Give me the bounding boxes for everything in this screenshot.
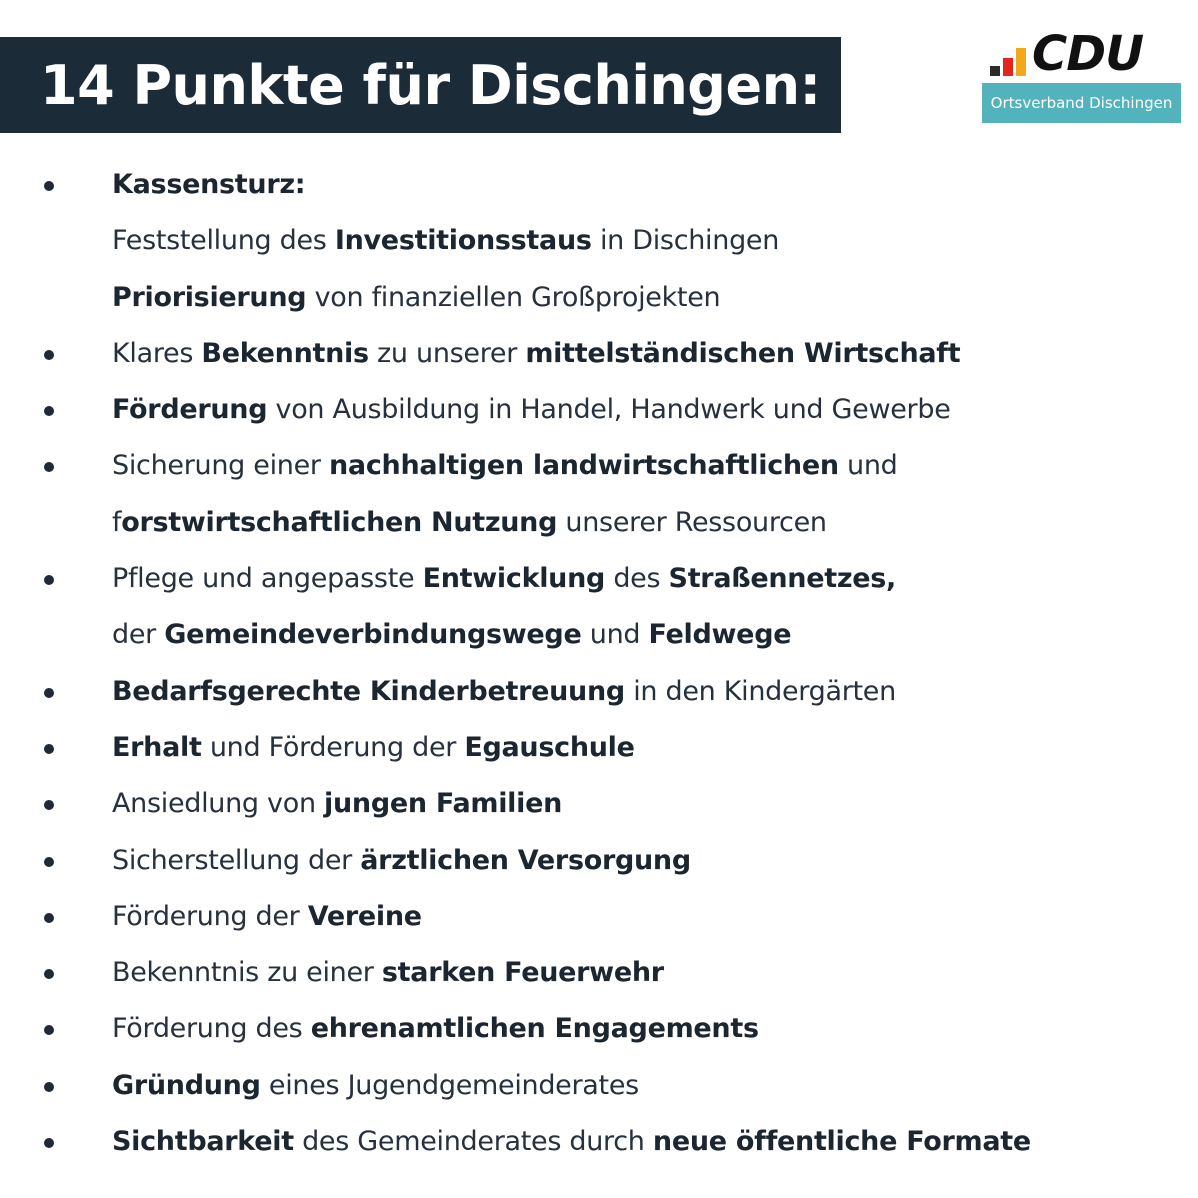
list-item bbox=[0, 833, 1198, 889]
list-item bbox=[0, 382, 1198, 438]
bullet-icon bbox=[44, 913, 54, 923]
emphasis-text: Investitionsstaus bbox=[334, 225, 592, 257]
list-item bbox=[0, 157, 1198, 213]
bullet-icon bbox=[44, 406, 54, 416]
plain-text: unserer Ressourcen bbox=[557, 506, 827, 538]
bullet-icon bbox=[44, 744, 54, 754]
list-item bbox=[0, 438, 1198, 494]
emphasis-text: Bedarfsgerechte Kinderbetreuung bbox=[112, 675, 625, 707]
emphasis-text: Gemeindeverbindungswege bbox=[164, 619, 582, 651]
page-title: 14 Punkte für Dischingen: bbox=[40, 53, 821, 117]
list-item-text bbox=[112, 326, 960, 382]
list-item bbox=[0, 1058, 1198, 1114]
emphasis-text: neue öffentliche Formate bbox=[652, 1126, 1031, 1158]
list-item bbox=[0, 889, 1198, 945]
logo-bar-black bbox=[990, 66, 1000, 76]
bullet-icon bbox=[44, 857, 54, 867]
emphasis-text: Entwicklung bbox=[422, 563, 606, 595]
plain-text: Klares bbox=[112, 337, 202, 369]
emphasis-text: Bekenntnis bbox=[201, 337, 369, 369]
title-banner bbox=[0, 37, 841, 133]
list-item-text bbox=[112, 776, 562, 832]
list-item-text bbox=[112, 720, 635, 776]
bullet-icon bbox=[44, 1082, 54, 1092]
plain-text: f bbox=[112, 506, 122, 538]
emphasis-text: Gründung bbox=[112, 1069, 261, 1101]
list-item bbox=[0, 213, 1198, 269]
bullet-icon bbox=[44, 462, 54, 472]
plain-text: Pflege und angepasste bbox=[112, 563, 423, 595]
logo-subtitle: Ortsverband Dischingen bbox=[982, 83, 1181, 123]
list-item bbox=[0, 945, 1198, 1001]
list-item bbox=[0, 1001, 1198, 1057]
bullet-icon bbox=[44, 688, 54, 698]
plain-text: eines Jugendgemeinderates bbox=[260, 1069, 639, 1101]
plain-text: des bbox=[605, 563, 669, 595]
list-item bbox=[0, 776, 1198, 832]
list-item-text bbox=[112, 607, 791, 663]
emphasis-text: Sichtbarkeit bbox=[112, 1126, 294, 1158]
bullet-icon bbox=[44, 800, 54, 810]
logo-bar-gold bbox=[1016, 48, 1026, 76]
list-item bbox=[0, 326, 1198, 382]
emphasis-text: starken Feuerwehr bbox=[381, 957, 664, 989]
list-item bbox=[0, 607, 1198, 663]
plain-text: von finanziellen Großprojekten bbox=[306, 281, 721, 313]
plain-text: und Förderung der bbox=[201, 731, 465, 763]
list-item-text bbox=[112, 1001, 759, 1057]
list-item-text bbox=[112, 889, 422, 945]
list-item-text bbox=[112, 1058, 639, 1114]
plain-text: in Dischingen bbox=[591, 225, 780, 257]
plain-text: und bbox=[581, 619, 649, 651]
list-item-text bbox=[112, 270, 720, 326]
plain-text: und bbox=[838, 450, 898, 482]
plain-text: Ansiedlung von bbox=[112, 788, 325, 820]
plain-text: Sicherstellung der bbox=[112, 844, 361, 876]
list-item-text bbox=[112, 551, 896, 607]
emphasis-text: Priorisierung bbox=[112, 281, 307, 313]
list-item-text bbox=[112, 157, 305, 213]
emphasis-text: ärztlichen Versorgung bbox=[360, 844, 691, 876]
bullet-icon bbox=[44, 181, 54, 191]
plain-text: zu unserer bbox=[368, 337, 526, 369]
list-item-text bbox=[112, 438, 898, 494]
plain-text: in den Kindergärten bbox=[624, 675, 896, 707]
emphasis-text: ehrenamtlichen Engagements bbox=[310, 1013, 759, 1045]
list-item-text bbox=[112, 664, 896, 720]
emphasis-text: Feldwege bbox=[648, 619, 792, 651]
bullet-icon bbox=[44, 350, 54, 360]
plain-text: Bekenntnis zu einer bbox=[112, 957, 382, 989]
list-item bbox=[0, 1114, 1198, 1170]
bullet-icon bbox=[44, 575, 54, 585]
list-item-text bbox=[112, 495, 827, 551]
list-item-text bbox=[112, 382, 951, 438]
points-list bbox=[0, 157, 1198, 1170]
emphasis-text: mittelständischen Wirtschaft bbox=[525, 337, 961, 369]
list-item-text bbox=[112, 833, 691, 889]
logo-wordmark: CDU bbox=[1032, 26, 1144, 82]
emphasis-text: Straßennetzes, bbox=[668, 563, 896, 595]
emphasis-text: nachhaltigen landwirtschaftlichen bbox=[328, 450, 839, 482]
bullet-icon bbox=[44, 1025, 54, 1035]
emphasis-text: orstwirtschaftlichen Nutzung bbox=[121, 506, 558, 538]
bullet-icon bbox=[44, 1138, 54, 1148]
list-item-text bbox=[112, 213, 779, 269]
list-item bbox=[0, 664, 1198, 720]
list-item bbox=[0, 551, 1198, 607]
plain-text: Sicherung einer bbox=[112, 450, 329, 482]
plain-text: Förderung der bbox=[112, 900, 308, 932]
emphasis-text: jungen Familien bbox=[324, 788, 563, 820]
emphasis-text: Förderung bbox=[112, 394, 268, 426]
plain-text: Feststellung des bbox=[112, 225, 335, 257]
list-item-text bbox=[112, 945, 664, 1001]
emphasis-text: Erhalt bbox=[112, 731, 202, 763]
logo-bars-icon bbox=[990, 46, 1028, 76]
plain-text: des Gemeinderates durch bbox=[293, 1126, 653, 1158]
cdu-logo bbox=[982, 26, 1182, 125]
emphasis-text: Egauschule bbox=[464, 731, 635, 763]
plain-text: Förderung des bbox=[112, 1013, 311, 1045]
list-item bbox=[0, 495, 1198, 551]
logo-bar-red bbox=[1003, 58, 1013, 76]
emphasis-text: Vereine bbox=[307, 900, 422, 932]
plain-text: der bbox=[112, 619, 165, 651]
list-item bbox=[0, 270, 1198, 326]
plain-text: von Ausbildung in Handel, Handwerk und Gewerbe bbox=[267, 394, 951, 426]
bullet-icon bbox=[44, 969, 54, 979]
list-item bbox=[0, 720, 1198, 776]
emphasis-text: Kassensturz: bbox=[112, 169, 306, 200]
list-item-text bbox=[112, 1114, 1031, 1170]
